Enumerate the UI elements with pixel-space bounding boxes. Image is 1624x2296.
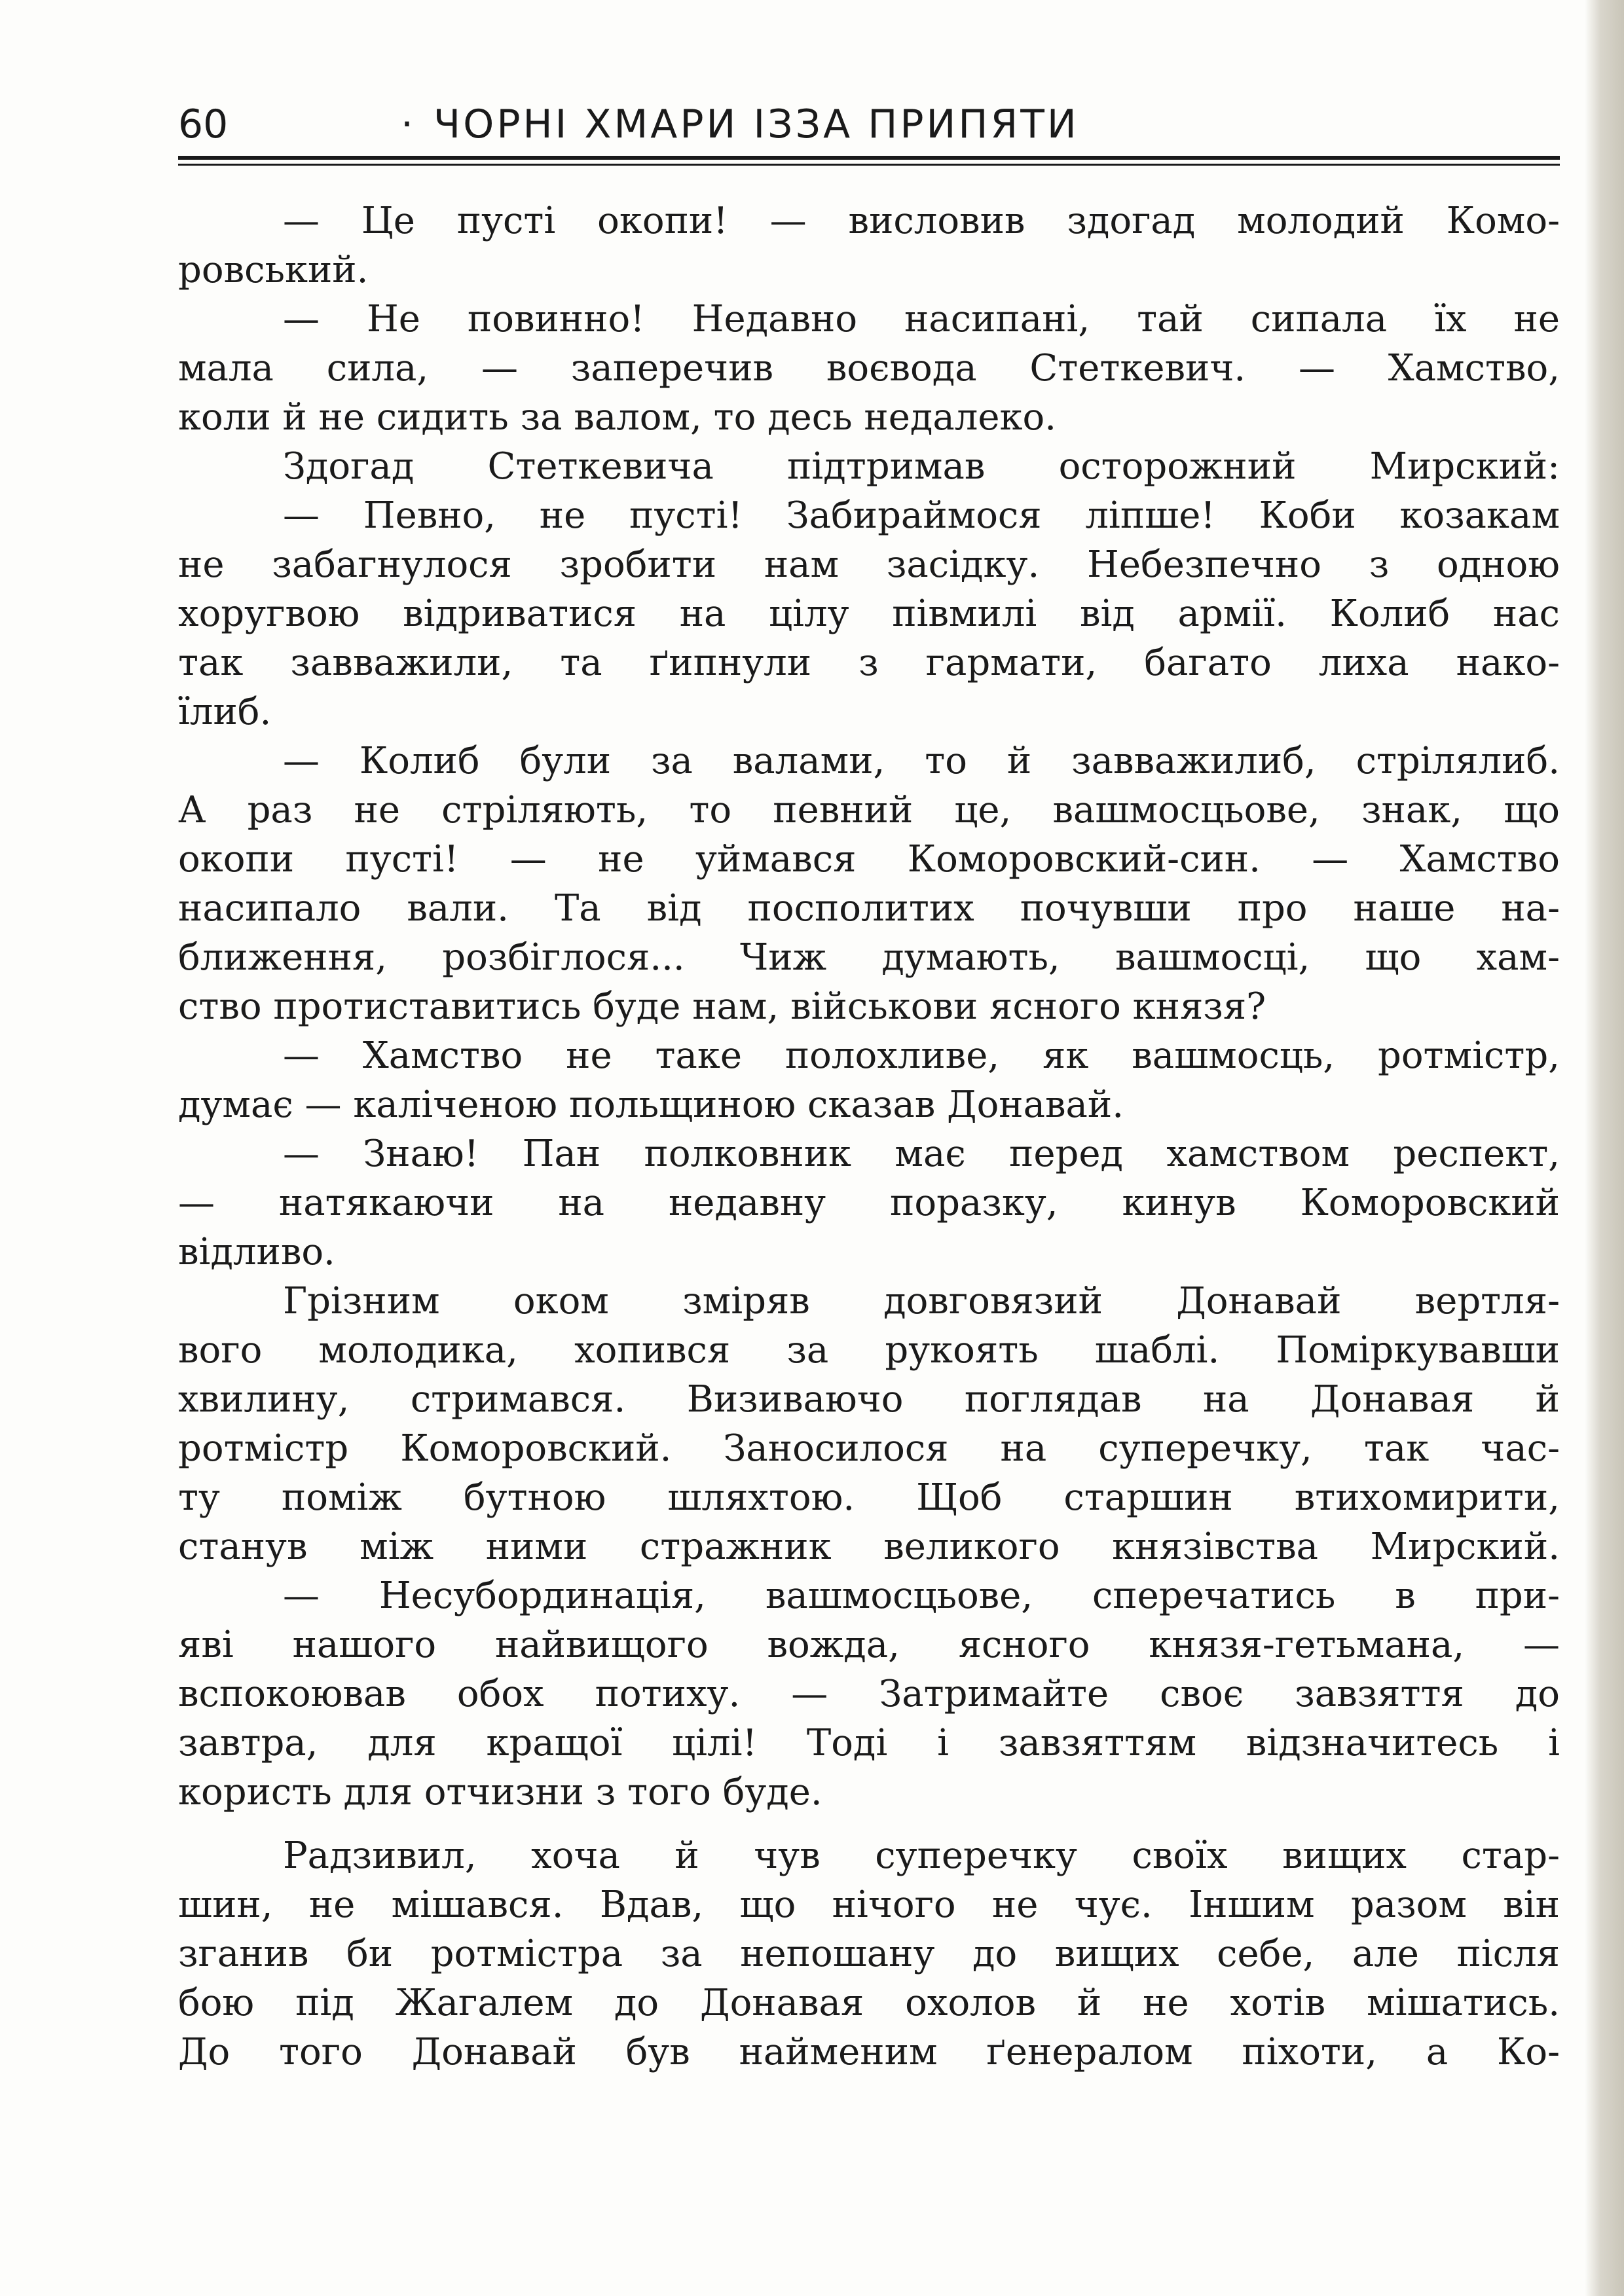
text-line: — Це пусті окопи! — висловив здогад молодий Комо- [283,200,1560,242]
text-line: ровський. [178,249,369,291]
text-line: шин, не мішався. Вдав, що нічого не чує. Іншим разом він [178,1884,1560,1926]
text-line: вого молодика, хопився за рукоять шаблі. Поміркувавши [178,1329,1560,1372]
header-rule-thick [178,156,1560,160]
text-line: ротмістр Коморовский. Заносилося на суперечку, так час- [178,1427,1560,1470]
text-line: думає — каліченою польщиною сказав Донавай. [178,1084,1124,1126]
text-line: вспокоював обох потиху. — Затримайте своє завзяття до [178,1673,1560,1715]
page-edge-shadow [1585,0,1624,2296]
text-line: окопи пусті! — не уймався Коморовский-син. — Хамство [178,838,1560,881]
text-line: — Несубординація, вашмосцьове, сперечатись в при- [283,1575,1560,1617]
text-line: яві нашого найвищого вожда, ясного князя-гетьмана, — [178,1624,1560,1666]
text-line: — Певно, не пусті! Забираймося ліпше! Коби козакам [283,494,1560,537]
text-line: насипало вали. Та від посполитих почувши про наше на- [178,887,1560,930]
text-line: Здогад Стеткевича підтримав осторожний Мирский: [283,445,1560,488]
page-header [178,98,1560,151]
text-line: ту поміж бутною шляхтою. Щоб старшин втихомирити, [178,1476,1560,1519]
header-rule-thin [178,164,1560,166]
text-line: — натякаючи на недавну поразку, кинув Коморовский [178,1182,1560,1224]
text-line: зганив би ротмістра за непошану до вищих себе, але після [178,1933,1560,1975]
text-line: А раз не стріляють, то певний це, вашмосцьове, знак, що [178,789,1560,831]
text-line: завтра, для кращої цілі! Тоді і завзяттям відзначитесь і [178,1722,1560,1764]
text-line: мала сила, — заперечив воєвода Стеткевич. — Хамство, [178,347,1560,390]
text-line: їлиб. [178,691,272,733]
text-line: бою під Жагалем до Донавая охолов й не хотів мішатись. [178,1982,1560,2024]
text-line: відливо. [178,1231,335,1273]
paragraph-gap [178,1817,1560,1831]
text-line: користь для отчизни з того буде. [178,1771,822,1813]
page-number: 60 [178,101,229,147]
running-title: ЧОРНІ ХМАРИ ІЗЗА ПРИПЯТИ [434,101,1079,147]
text-line: — Хамство не таке полохливе, як вашмосць, ротмістр, [283,1034,1560,1077]
text-line: ближення, розбіглося... Чиж думають, вашмосці, що хам- [178,936,1560,979]
text-line: — Знаю! Пан полковник має перед хамством респект, [283,1133,1560,1175]
text-line: так завважили, та ґипнули з гармати, багато лиха нако- [178,642,1560,684]
text-line: хоругвою відриватися на цілу півмилі від армії. Колиб нас [178,592,1560,635]
text-line: — Колиб були за валами, то й завважилиб, стрілялиб. [283,740,1560,782]
text-line: Радзивил, хоча й чув суперечку своїх вищих стар- [283,1834,1560,1877]
text-line: ство протиставитись буде нам, військови ясного князя? [178,985,1266,1028]
text-line: хвилину, стримався. Визиваючо поглядав на Донавая й [178,1378,1560,1421]
text-line: До того Донавай був найменим ґенералом піхоти, а Ко- [178,2031,1560,2073]
text-line: не забагнулося зробити нам засідку. Небезпечно з одною [178,543,1560,586]
body-text [178,196,1560,2077]
header-separator: · [401,101,414,147]
text-line: — Не повинно! Недавно насипані, тай сипала їх не [283,298,1560,340]
text-line: Грізним оком зміряв довговязий Донавай вертля- [283,1280,1560,1322]
text-line: станув між ними стражник великого князівства Мирский. [178,1525,1560,1568]
text-line: коли й не сидить за валом, то десь недалеко. [178,396,1056,439]
